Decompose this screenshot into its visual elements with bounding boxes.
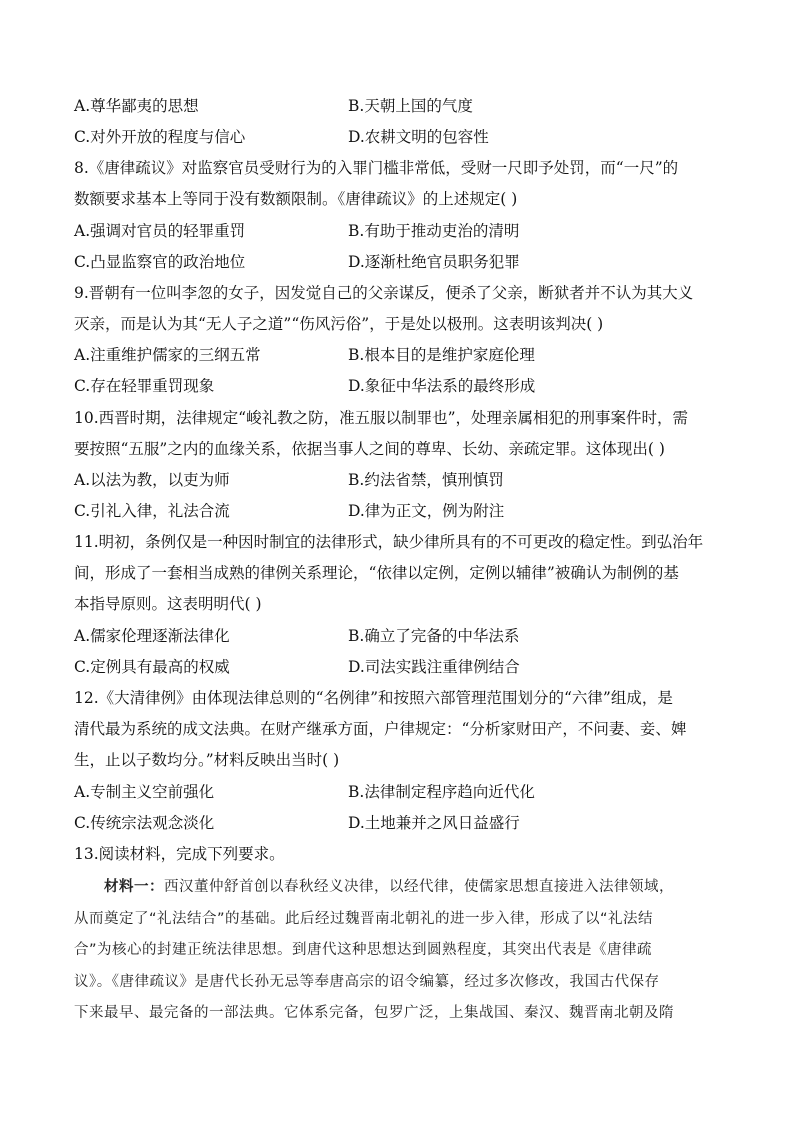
question-9-options-row-2 <box>0 376 794 396</box>
q7-option-c: C.对外开放的程度与信心 <box>74 128 246 146</box>
q8-option-c: C.凸显监察官的政治地位 <box>74 253 246 271</box>
q8-option-a: A.强调对官员的轻罪重罚 <box>74 222 246 240</box>
material-line-2: 从而奠定了“礼法结合”的基础。此后经过魏晋南北朝礼的进一步入律，形成了以“礼法结 <box>74 910 654 927</box>
material-line-1 <box>74 872 720 904</box>
q8-option-b: B.有助于推动吏治的清明 <box>348 222 520 240</box>
q11-stem-line-3: 本指导原则。这表明明代( ) <box>74 595 262 613</box>
question-11-options-row-2 <box>0 657 794 677</box>
material-line-3: 合”为核心的封建正统法律思想。到唐代这种思想达到圆熟程度，其突出代表是《唐律疏 <box>74 942 653 958</box>
q10-stem-line-2: 要按照“五服”之内的血缘关系，依据当事人之间的尊卑、长幼、亲疏定罪。这体现出( ) <box>74 440 665 458</box>
q10-option-b: B.约法省禁，慎刑慎罚 <box>348 471 504 489</box>
q11-option-d: D.司法实践注重律例结合 <box>348 658 520 676</box>
q12-option-c: C.传统宗法观念淡化 <box>74 814 215 832</box>
q12-option-a: A.专制主义空前强化 <box>74 783 215 801</box>
q11-option-c: C.定例具有最高的权威 <box>74 658 230 676</box>
question-12-options-row-1 <box>0 782 794 802</box>
q9-stem-line-1: 9.晋朝有一位叫李忽的女子，因发觉自己的父亲谋反，便杀了父亲，断狱者并不认为其大义 <box>74 284 694 302</box>
material-line-1-text: 西汉董仲舒首创以春秋经义决律，以经代律，使儒家思想直接进入法律领域， <box>164 879 674 895</box>
q13-stem: 13.阅读材料，完成下列要求。 <box>74 845 285 863</box>
question-8-options-row-2 <box>0 252 794 272</box>
material-label: 材料一： <box>104 879 164 895</box>
q12-option-b: B.法律制定程序趋向近代化 <box>348 783 535 801</box>
q9-stem-line-2: 灭亲，而是认为其“无人子之道”“伤风污俗”，于是处以极刑。这表明该判决( ) <box>74 315 604 333</box>
question-7-options-row-2 <box>0 127 794 147</box>
material-line-5: 下来最早、最完备的一部法典。它体系完备，包罗广泛，上集战国、秦汉、魏晋南北朝及隋 <box>74 1005 674 1021</box>
q9-option-b: B.根本目的是维护家庭伦理 <box>348 346 535 364</box>
q8-stem-line-1: 8.《唐律疏议》对监察官员受财行为的入罪门槛非常低，受财一尺即予处罚，而“一尺”的 <box>74 159 679 177</box>
question-7-options-row-1 <box>0 96 794 116</box>
q11-option-b: B.确立了完备的中华法系 <box>348 627 520 645</box>
q13-material-one <box>74 872 720 1030</box>
q12-stem-line-1: 12.《大清律例》由体现法律总则的“名例律”和按照六部管理范围划分的“六律”组成，是 <box>74 689 673 707</box>
q7-option-a: A.尊华鄙夷的思想 <box>74 97 199 115</box>
q9-option-a: A.注重维护儒家的三纲五常 <box>74 346 261 364</box>
q10-option-c: C.引礼入律，礼法合流 <box>74 502 230 520</box>
q8-option-d: D.逐渐杜绝官员职务犯罪 <box>348 253 520 271</box>
q11-stem-line-1: 11.明初，条例仅是一种因时制宜的法律形式，缺少律所具有的不可更改的稳定性。到弘治年 <box>74 533 704 551</box>
q12-stem-line-2: 清代最为系统的成文法典。在财产继承方面，户律规定：“分析家财田产，不问妻、妾、婢 <box>74 720 687 738</box>
q10-option-a: A.以法为教，以吏为师 <box>74 471 230 489</box>
question-9-options-row-1 <box>0 345 794 365</box>
q7-option-b: B.天朝上国的气度 <box>348 97 473 115</box>
q10-stem-line-1: 10.西晋时期，法律规定“峻礼教之防，准五服以制罪也”，处理亲属相犯的刑事案件时，需 <box>74 409 689 427</box>
q9-option-d: D.象征中华法系的最终形成 <box>348 377 536 395</box>
question-11-options-row-1 <box>0 626 794 646</box>
q11-option-a: A.儒家伦理逐渐法律化 <box>74 627 230 645</box>
question-10-options-row-2 <box>0 501 794 521</box>
q11-stem-line-2: 间，形成了一套相当成熟的律例关系理论，“依律以定例，定例以辅律”被确认为制例的基 <box>74 564 679 582</box>
question-10-options-row-1 <box>0 470 794 490</box>
question-12-options-row-2 <box>0 813 794 833</box>
q10-option-d: D.律为正文，例为附注 <box>348 502 505 520</box>
q9-option-c: C.存在轻罪重罚现象 <box>74 377 215 395</box>
material-line-4: 议》。《唐律疏议》是唐代长孙无忌等奉唐高宗的诏令编纂，经过多次修改，我国古代保存 <box>74 973 660 990</box>
q12-stem-line-3: 生，止以子数均分。”材料反映出当时( ) <box>74 751 340 769</box>
question-8-options-row-1 <box>0 221 794 241</box>
q8-stem-line-2: 数额要求基本上等同于没有数额限制。《唐律疏议》的上述规定( ) <box>74 190 518 208</box>
q7-option-d: D.农耕文明的包容性 <box>348 128 489 146</box>
q12-option-d: D.土地兼并之风日益盛行 <box>348 814 520 832</box>
